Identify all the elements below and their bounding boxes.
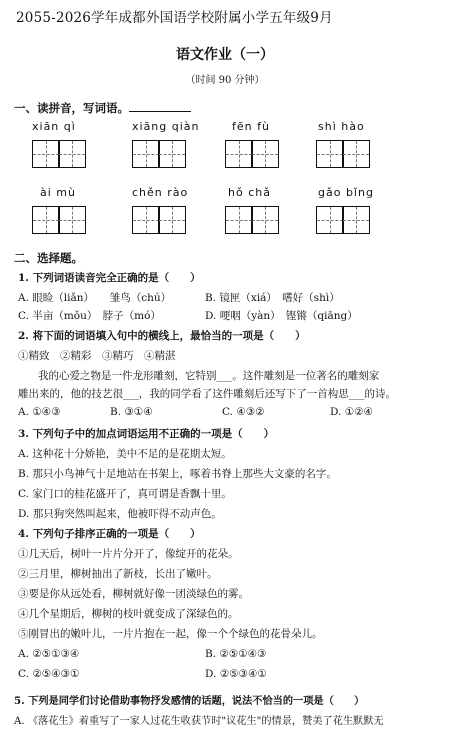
q4-option-d[interactable]: D. ②⑤③④① [205, 668, 267, 680]
pinyin-5: ài mù [40, 186, 76, 199]
name-blank[interactable] [129, 101, 191, 112]
q1-option-b[interactable]: B. 镜匣（xiá） 嗜好（shì） [205, 292, 340, 304]
q4-stem: 4. 下列句子排序正确的一项是（ ） [18, 528, 201, 540]
pinyin-8: gǎo bǐng [318, 186, 374, 199]
writing-grid-4[interactable] [316, 140, 369, 168]
writing-grid-8[interactable] [316, 206, 369, 234]
q3-option-d[interactable]: D. 那只狗突然叫起来，他被吓得不动声色。 [18, 508, 222, 520]
time-note: （时间 90 分钟） [185, 75, 265, 86]
document-header: 2055-2026学年成都外国语学校附属小学五年级9月 [16, 10, 333, 26]
page-title: 语文作业（一） [176, 47, 274, 63]
q4-sentence-2: ②三月里，柳树抽出了新枝，长出了嫩叶。 [18, 568, 218, 580]
q1-option-a[interactable]: A. 眼睑（liǎn） 雏鸟（chú） [18, 292, 172, 304]
q4-option-c[interactable]: C. ②⑤④③① [18, 668, 80, 680]
q2-option-a[interactable]: A. ①④③ [18, 406, 61, 418]
section2-heading: 二、选择题。 [14, 251, 83, 265]
q4-sentence-4: ④几个星期后，柳树的枝叶就变成了深绿色的。 [18, 608, 239, 620]
q4-option-b[interactable]: B. ②⑤①④③ [205, 648, 267, 660]
writing-grid-2[interactable] [132, 140, 185, 168]
q4-sentence-5: ⑤刚冒出的嫩叶儿，一片片抱在一起，像一个个绿色的花骨朵儿。 [18, 628, 323, 640]
q4-sentence-3: ③要是你从远处看，柳树就好像一团淡绿色的雾。 [18, 588, 249, 600]
q1-option-c[interactable]: C. 半亩（mǒu） 脖子（mó） [18, 310, 161, 322]
q4-option-a[interactable]: A. ②⑤①③④ [18, 648, 80, 660]
q2-word-bank: ①精致 ②精彩 ③精巧 ④精湛 [18, 350, 176, 362]
writing-grid-5[interactable] [32, 206, 85, 234]
q3-option-c[interactable]: C. 家门口的桂花盛开了，真可谓是香飘十里。 [18, 488, 232, 500]
pinyin-4: shì hào [318, 120, 365, 133]
q2-stem: 2. 将下面的词语填入句中的横线上，最恰当的一项是（ ） [18, 330, 306, 342]
pinyin-2: xiāng qiàn [132, 120, 200, 133]
pinyin-1: xiān qì [32, 120, 76, 133]
q3-stem: 3. 下列句子中的加点词语运用不正确的一项是（ ） [18, 428, 275, 440]
writing-grid-7[interactable] [225, 206, 278, 234]
q4-sentence-1: ①几天后，树叶一片片分开了，像绽开的花朵。 [18, 548, 239, 560]
q1-option-d[interactable]: D. 哽咽（yàn） 铿锵（qiāng） [205, 310, 358, 322]
section1-heading: 一、读拼音，写词语。 [14, 100, 191, 116]
q2-option-d[interactable]: D. ①②④ [330, 406, 373, 418]
q1-stem: 1. 下列词语读音完全正确的是（ ） [18, 272, 201, 284]
writing-grid-1[interactable] [32, 140, 85, 168]
q2-option-c[interactable]: C. ④③② [222, 406, 265, 418]
q5-stem: 5. 下列是同学们讨论借助事物抒发感情的话题，说法不恰当的一项是（ ） [14, 695, 365, 707]
writing-grid-6[interactable] [132, 206, 185, 234]
pinyin-3: fēn fù [232, 120, 270, 133]
q5-option-a[interactable]: A. 《落花生》着重写了一家人过花生收获节时"议花生"的情景，赞美了花生默默无 [14, 716, 384, 727]
pinyin-7: hǒ chǎ [228, 186, 271, 199]
q3-option-a[interactable]: A. 这种花十分娇艳，美中不足的是花期太短。 [18, 448, 232, 460]
q3-option-b[interactable]: B. 那只小鸟神气十足地站在书架上，啄着书脊上那些大文豪的名字。 [18, 468, 337, 480]
pinyin-6: chěn rào [132, 186, 189, 199]
q2-passage-line2: 雕出来的，他的技艺很___，我的同学看了这件雕刻后还写下了一首构思___的诗。 [18, 388, 396, 400]
q2-option-b[interactable]: B. ③①④ [110, 406, 153, 418]
writing-grid-3[interactable] [225, 140, 278, 168]
q2-passage-line1: 我的心爱之物是一件龙形雕刻，它特别___。这件雕刻是一位著名的雕刻家 [38, 370, 380, 382]
